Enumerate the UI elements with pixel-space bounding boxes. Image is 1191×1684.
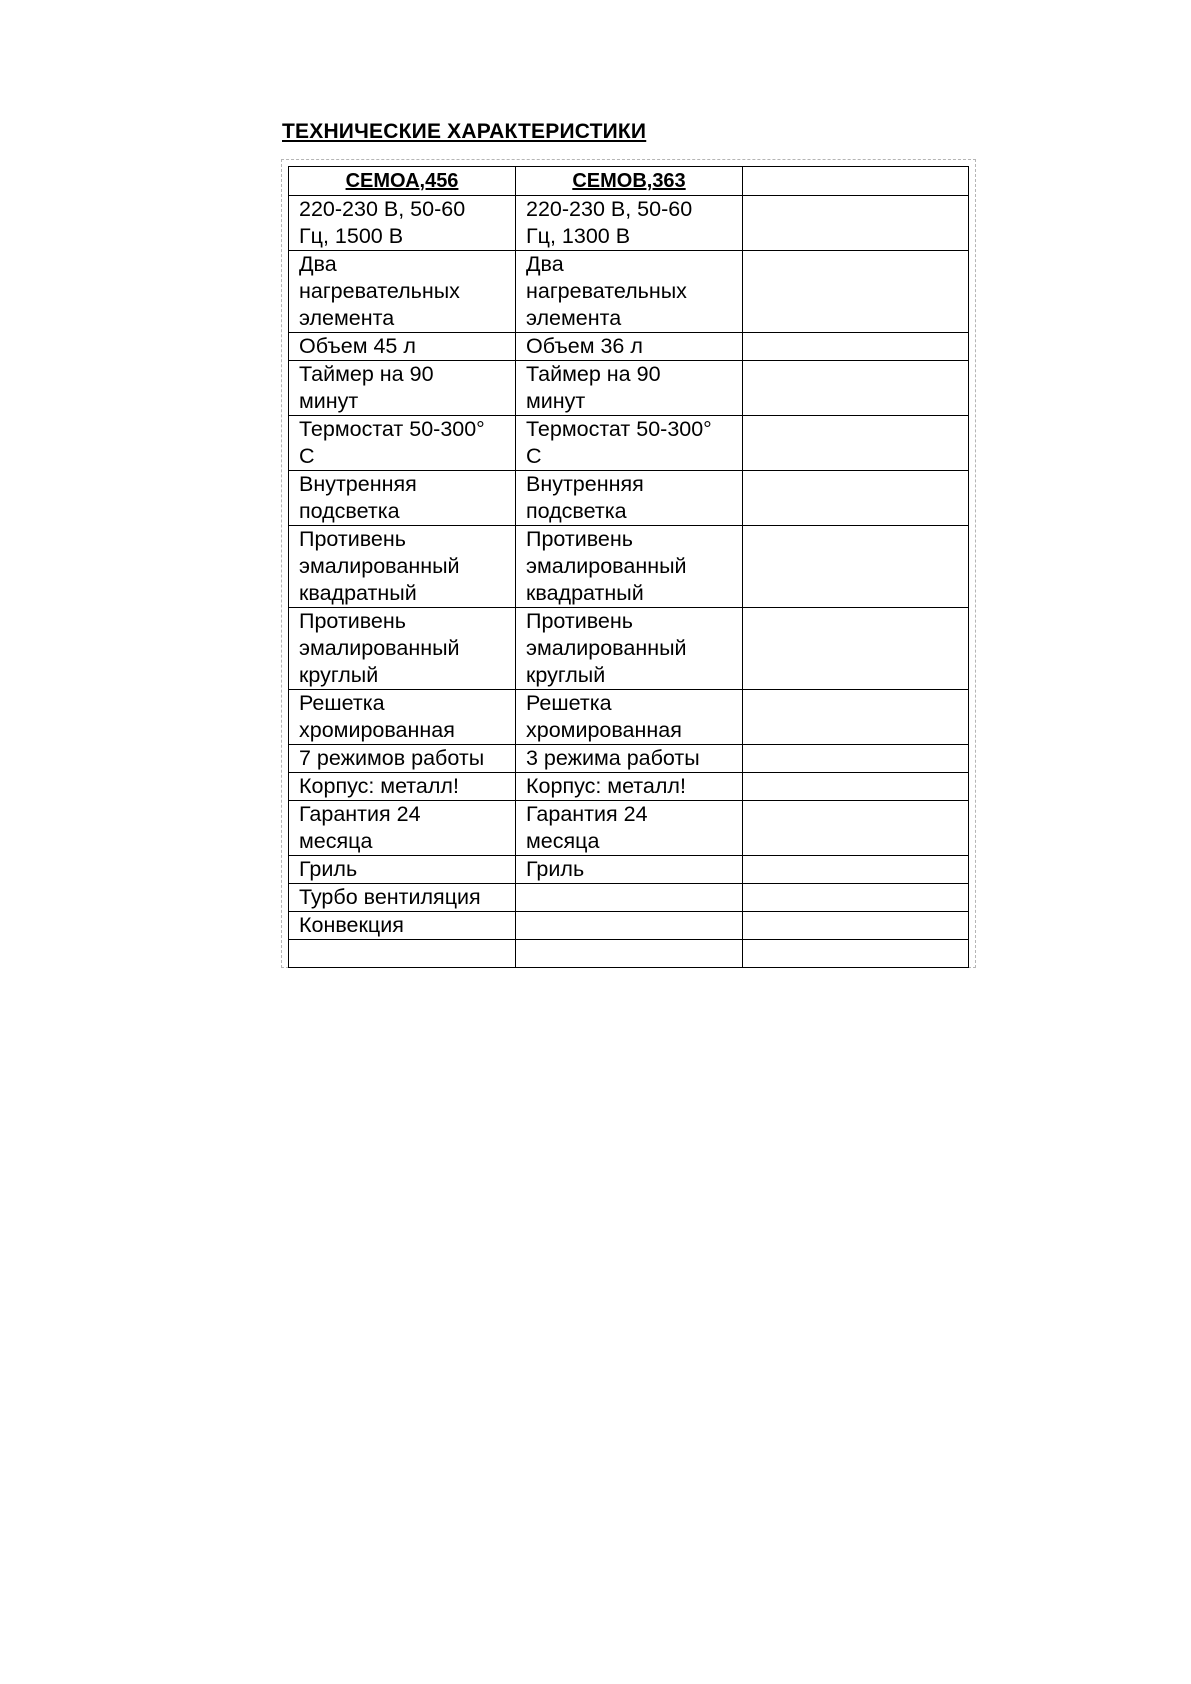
header-cell-model-a — [289, 167, 516, 196]
table-cell: Гриль — [516, 856, 743, 884]
table-row — [289, 361, 969, 416]
table-row — [289, 416, 969, 471]
table-cell: Турбо вентиляция — [289, 884, 516, 912]
table-row — [289, 608, 969, 690]
table-cell: Решетка хромированная — [516, 690, 743, 745]
table-cell: 220-230 В, 50-60 Гц, 1500 В — [289, 196, 516, 251]
table-cell — [743, 940, 969, 968]
table-row — [289, 856, 969, 884]
table-cell: Противень эмалированный круглый — [289, 608, 516, 690]
table-cell — [743, 856, 969, 884]
table-row — [289, 745, 969, 773]
table-cell — [516, 884, 743, 912]
table-cell — [743, 526, 969, 608]
page-title: ТЕХНИЧЕСКИЕ ХАРАКТЕРИСТИКИ — [282, 120, 647, 143]
table-row — [289, 196, 969, 251]
table-row — [289, 940, 969, 968]
table-row — [289, 251, 969, 333]
table-row — [289, 773, 969, 801]
table-cell: Объем 36 л — [516, 333, 743, 361]
table-header-row — [289, 167, 969, 196]
table-cell: Гриль — [289, 856, 516, 884]
table-cell — [743, 251, 969, 333]
table-cell: 3 режима работы — [516, 745, 743, 773]
table-cell: Конвекция — [289, 912, 516, 940]
table-row — [289, 884, 969, 912]
table-cell: Противень эмалированный круглый — [516, 608, 743, 690]
table-cell — [743, 801, 969, 856]
table-cell: Решетка хромированная — [289, 690, 516, 745]
table-cell — [743, 690, 969, 745]
table-cell: 220-230 В, 50-60 Гц, 1300 В — [516, 196, 743, 251]
table-cell — [516, 912, 743, 940]
table-cell — [743, 333, 969, 361]
table-cell — [743, 471, 969, 526]
table-cell: Корпус: металл! — [516, 773, 743, 801]
header-label-model-b: СЕМОВ,363 — [572, 170, 686, 192]
table-cell — [743, 745, 969, 773]
table-cell: Гарантия 24 месяца — [516, 801, 743, 856]
table-cell: Два нагревательных элемента — [289, 251, 516, 333]
table-cell — [289, 940, 516, 968]
table-cell — [743, 608, 969, 690]
table-cell: Внутренняя подсветка — [516, 471, 743, 526]
table-cell: 7 режимов работы — [289, 745, 516, 773]
table-cell: Гарантия 24 месяца — [289, 801, 516, 856]
table-cell: Противень эмалированный квадратный — [289, 526, 516, 608]
table-cell: Таймер на 90 минут — [289, 361, 516, 416]
table-row — [289, 801, 969, 856]
table-cell: Внутренняя подсветка — [289, 471, 516, 526]
specs-table — [288, 166, 969, 968]
table-row — [289, 526, 969, 608]
table-row — [289, 912, 969, 940]
header-label-model-a: СЕМОА,456 — [345, 170, 459, 192]
table-row — [289, 333, 969, 361]
table-row — [289, 690, 969, 745]
table-cell — [743, 361, 969, 416]
table-cell: Корпус: металл! — [289, 773, 516, 801]
table-row — [289, 471, 969, 526]
table-cell: Таймер на 90 минут — [516, 361, 743, 416]
table-cell — [743, 416, 969, 471]
header-cell-empty — [743, 167, 969, 196]
header-cell-model-b — [516, 167, 743, 196]
table-cell: Термостат 50-300° С — [289, 416, 516, 471]
table-cell: Термостат 50-300° С — [516, 416, 743, 471]
table-cell: Объем 45 л — [289, 333, 516, 361]
table-cell — [516, 940, 743, 968]
table-cell: Противень эмалированный квадратный — [516, 526, 743, 608]
table-cell — [743, 884, 969, 912]
table-cell — [743, 773, 969, 801]
table-cell: Два нагревательных элемента — [516, 251, 743, 333]
table-cell — [743, 196, 969, 251]
table-cell — [743, 912, 969, 940]
